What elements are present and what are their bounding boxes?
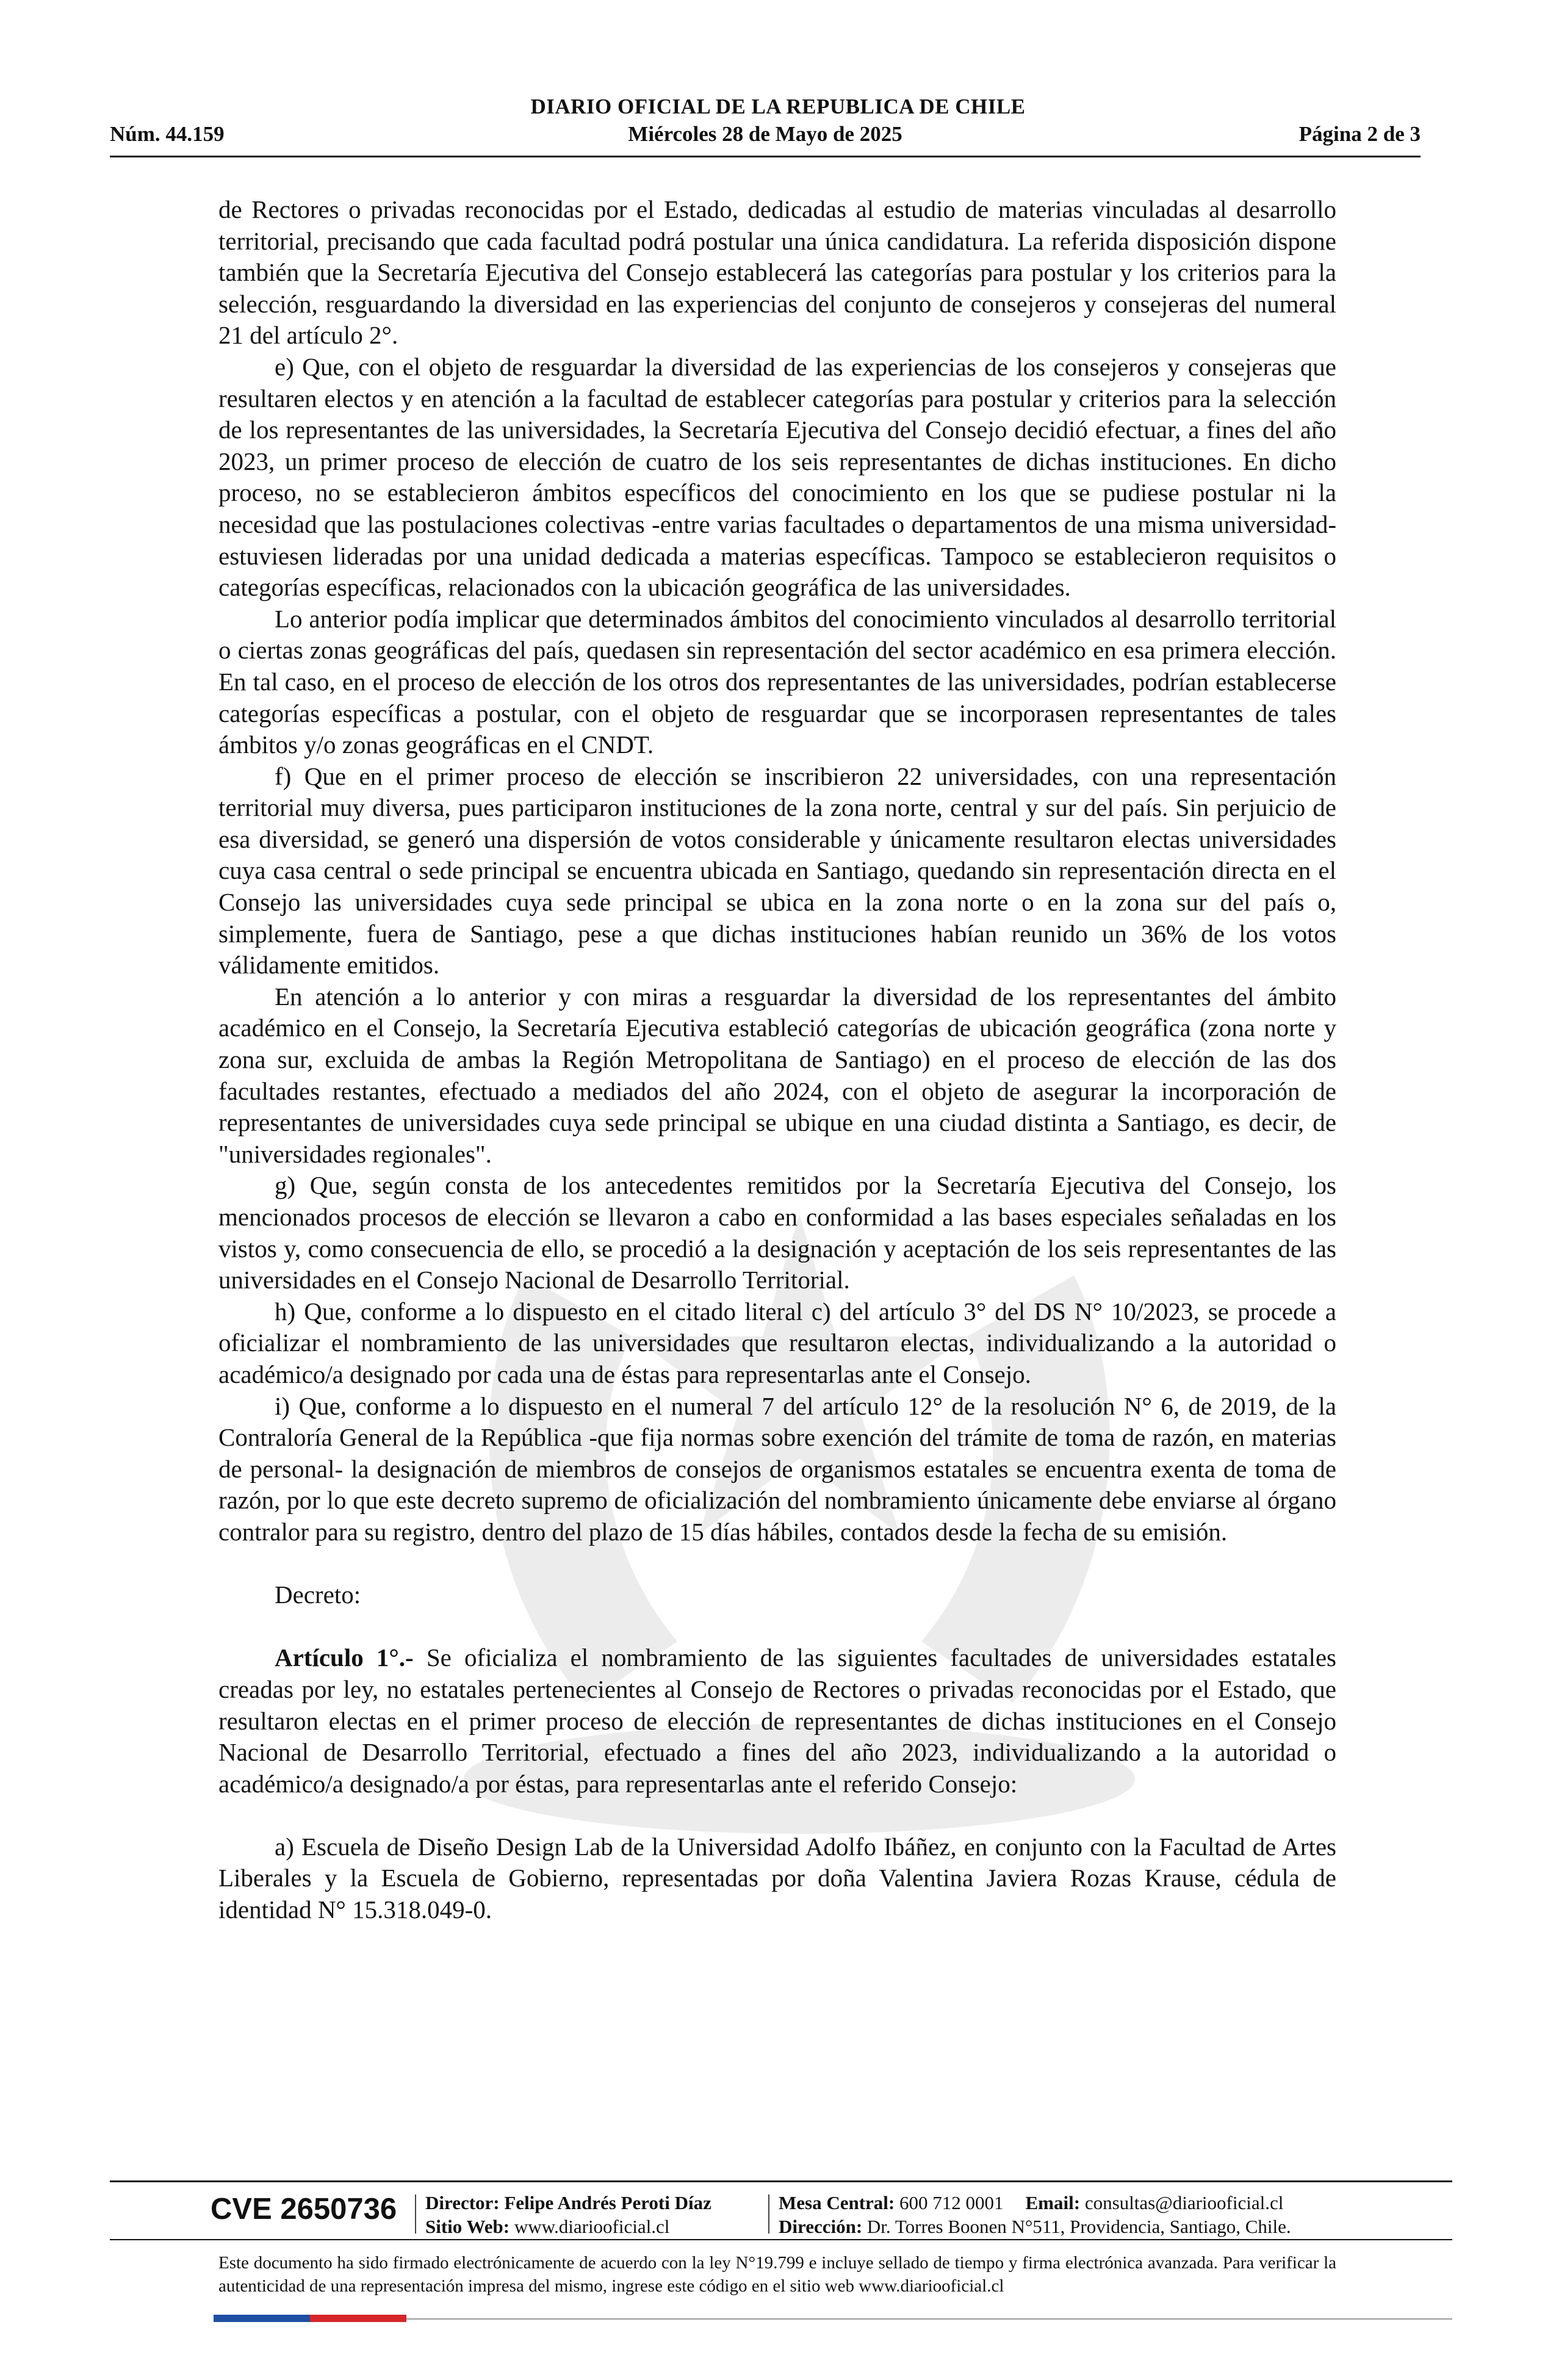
flag-bar-blue [214,2315,310,2322]
site-label: Sitio Web: [425,2216,510,2237]
decreto-heading: Decreto: [275,1581,361,1609]
site-link[interactable]: www.diariooficial.cl [514,2216,670,2237]
article-text: Se oficializa el nombramiento de las siguientes facultades de universidades estatales creadas por ley, no estatales pertenecientes al Consejo de Rectores o privadas reconocidas por el Estado, que resultaron electas en el primer proceso de elección de representantes de dichas instituciones en el Consejo Nacional de Desarrollo Territorial, efectuado a fines del año 2023, individualizando a la autoridad o académico/a designado/a por éstas, para representarlas ante el referido Consejo: [218,1643,1336,1798]
paragraph: Lo anterior podía implicar que determinados ámbitos del conocimiento vinculados al desarrollo territorial o ciertas zonas geográficas del país, quedasen sin representación del sector académico en esa primera elección. En tal caso, en el proceso de elección de los otros dos representantes de las universidades, podrían establecerse categorías específicas a postular, con el objeto de resguardar que se incorporasen representantes de tales ámbitos y/o zonas geográficas en el CNDT. [218,604,1336,759]
paragraph: g) Que, según consta de los antecedentes remitidos por la Secretaría Ejecutiva del Consejo, los mencionados procesos de elección se llevaron a cabo en conformidad a las bases especiales señaladas en los vistos y, como consecuencia de ello, se procedió a la designación y aceptación de los seis representantes de las universidades en el Consejo Nacional de Desarrollo Territorial. [218,1171,1336,1294]
issue-date: Miércoles 28 de Mayo de 2025 [628,122,902,146]
paragraph: de Rectores o privadas reconocidas por el Estado, dedicadas al estudio de materias vinculadas al desarrollo territorial, precisando que cada facultad podrá postular una única candidatura. La referida disposición dispone también que la Secretaría Ejecutiva del Consejo establecerá las categorías para postular y los criterios para la selección, resguardando la diversidad en las experiencias del conjunto de consejeros y consejeras del numeral 21 del artículo 2°. [218,195,1336,350]
paragraph: i) Que, conforme a lo dispuesto en el numeral 7 del artículo 12° de la resolución N° 6, de 2019, de la Contraloría General de la República -que fija normas sobre exención del trámite de toma de razón, en materias de personal- la designación de miembros de consejos de organismos estatales se encuentra exenta de toma de razón, por lo que este decreto supremo de oficialización del nombramiento únicamente debe enviarse al órgano contralor para su registro, dentro del plazo de 15 días hábiles, contados desde la fecha de su emisión. [218,1391,1336,1546]
cve-code: CVE 2650736 [211,2193,397,2226]
paragraph: f) Que en el primer proceso de elección se inscribieron 22 universidades, con una representación territorial muy diversa, pues participaron instituciones de la zona norte, central y sur del país. Sin perjuicio de esa diversidad, se generó una dispersión de votos considerable y únicamente resultaron electas universidades cuya casa central o sede principal se encuentra ubicada en Santiago, quedando sin representación directa en el Consejo las universidades cuya sede principal se ubica en la zona norte o en la zona sur del país o, simplemente, fuera de Santiago, pese a que dichas instituciones habían reunido un 36% de los votos válidamente emitidos. [218,762,1336,979]
list-item: a) Escuela de Diseño Design Lab de la Universidad Adolfo Ibáñez, en conjunto con la Facultad de Artes Liberales y la Escuela de Gobierno, representadas por doña Valentina Javiera Rozas Krause, cédula de identidad N° 15.318.049-0. [218,1832,1336,1924]
header-row [110,122,1421,150]
legal-notice: Este documento ha sido firmado electrónicamente de acuerdo con la ley N°19.799 e incluye sellado de tiempo y firma electrónica avanzada. Para verificar la autenticidad de una representación impresa del mismo, ingrese este código en el sitio web www.diariooficial.cl [218,2253,1336,2296]
footer-divider [110,2239,1452,2240]
newspaper-title: DIARIO OFICIAL DE LA REPUBLICA DE CHILE [530,95,1026,118]
paragraph: En atención a lo anterior y con miras a resguardar la diversidad de los representantes del ámbito académico en el Consejo, la Secretaría Ejecutiva estableció categorías de ubicación geográfica (zona norte y zona sur, excluida de ambas la Región Metropolitana de Santiago) en el proceso de elección de las dos facultades restantes, efectuado a mediados del año 2024, con el objeto de asegurar la incorporación de representantes de universidades cuya sede principal se ubique en una ciudad distinta a Santiago, es decir, de "universidades regionales". [218,982,1336,1168]
address-value: Dr. Torres Boonen N°511, Providencia, Santiago, Chile. [866,2216,1291,2237]
flag-bar-red [310,2315,406,2322]
paragraph: e) Que, con el objeto de resguardar la diversidad de las experiencias de los consejeros y consejeras que resultaren electos y en atención a la facultad de establecer categorías para postular y criterios para la selección de los representantes de las universidades, la Secretaría Ejecutiva del Consejo decidió efectuar, a fines del año 2023, un primer proceso de elección de cuatro de los seis representantes de dichas instituciones. En dicho proceso, no se establecieron ámbitos específicos del conocimiento en los que se pudiese postular ni la necesidad que las postulaciones colectivas -entre varias facultades o departamentos de una misma universidad- estuviesen lideradas por una unidad dedicada a materias específicas. Tampoco se establecieron requisitos o categorías específicas, relacionados con la ubicación geográfica de las universidades. [218,352,1336,602]
email-link[interactable]: consultas@diariooficial.cl [1084,2192,1284,2213]
footer-divider [110,2180,1452,2182]
address-label: Dirección: [779,2216,863,2237]
email-label: Email: [1025,2192,1081,2213]
footer-director-col [425,2191,711,2238]
issue-number: Núm. 44.159 [110,122,225,146]
page-indicator: Página 2 de 3 [1298,122,1421,146]
article-1 [218,1642,1336,1800]
document-body [218,194,1336,1926]
director-name: Felipe Andrés Peroti Díaz [504,2192,711,2213]
footer-separator [415,2194,416,2234]
mesa-label: Mesa Central: [779,2192,895,2213]
mesa-phone: 600 712 0001 [899,2192,1004,2213]
footer-info [110,2185,1452,2253]
header-divider [110,156,1421,157]
footer-separator [768,2194,769,2234]
paragraph: h) Que, conforme a lo dispuesto en el citado literal c) del artículo 3° del DS N° 10/2023, se procede a oficializar el nombramiento de las universidades que resultaron electas, individualizando a la autoridad o académico/a designado por cada una de éstas para representarlas ante el Consejo. [218,1297,1336,1388]
footer-contact-col [779,2191,1291,2238]
flag-bar-line [406,2318,1452,2320]
director-label: Director: [425,2192,500,2213]
article-label: Artículo 1°.- [275,1643,414,1672]
